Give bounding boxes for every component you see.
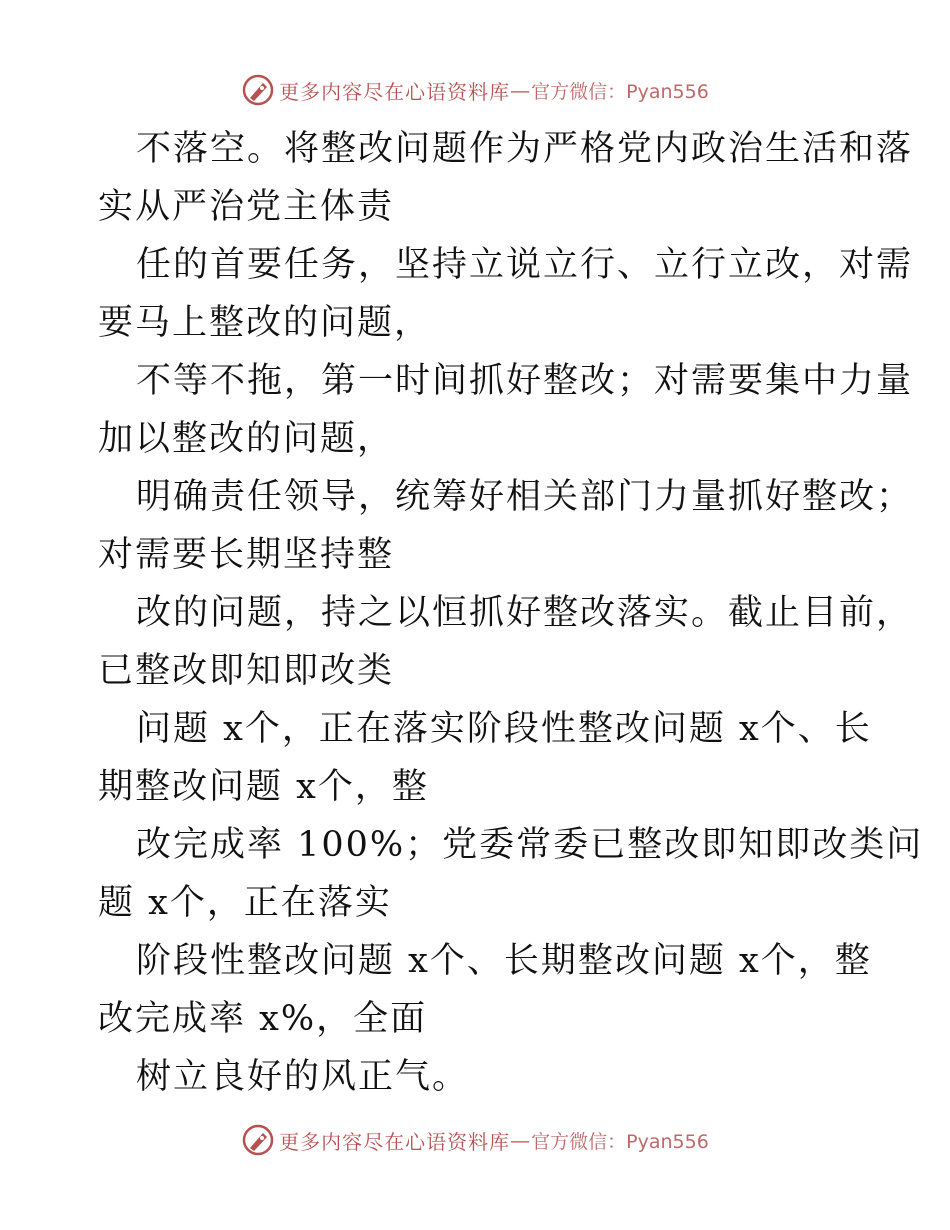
paragraph-line: 任的首要任务，坚持立说立行、立行立改，对需 [136, 245, 914, 285]
paragraph [98, 468, 914, 584]
banner-site-name: 更多内容尽在心语资料库 [279, 1129, 511, 1154]
paragraph-line: 实从严治党主体责 [98, 187, 395, 227]
header-banner [0, 70, 950, 110]
banner-wechat: 官方微信：Pyan556 [531, 80, 709, 103]
paragraph [98, 120, 914, 236]
paragraph-line: 对需要长期坚持整 [98, 535, 395, 575]
paragraph-line: 树立良好的风正气。 [136, 1057, 470, 1097]
paragraph [98, 236, 914, 352]
paragraph [98, 1048, 858, 1106]
pen-nib-logo-icon [241, 73, 275, 107]
paragraph-line: 期整改问题 x个，整 [98, 767, 429, 807]
paragraph [98, 352, 914, 468]
paragraph [98, 700, 872, 816]
pen-nib-logo-icon [241, 1123, 275, 1157]
paragraph-line: 不等不拖，第一时间抓好整改；对需要集中力量 [136, 361, 914, 401]
banner-dash: — [510, 78, 532, 102]
paragraph-line: 不落空。将整改问题作为严格党内政治生活和落 [136, 129, 914, 169]
banner-site-name: 更多内容尽在心语资料库 [279, 79, 511, 104]
paragraph [98, 932, 872, 1048]
paragraph-line: 已整改即知即改类 [98, 651, 395, 691]
footer-banner [0, 1120, 950, 1160]
paragraph-line: 问题 x个，正在落实阶段性整改问题 x个、长 [136, 709, 872, 749]
paragraph [98, 584, 914, 700]
paragraph-line: 明确责任领导，统筹好相关部门力量抓好整改； [136, 477, 914, 517]
paragraph-line: 阶段性整改问题 x个、长期整改问题 x个，整 [136, 941, 872, 981]
paragraph-line: 改的问题，持之以恒抓好整改落实。截止目前， [136, 593, 914, 633]
banner-wechat: 官方微信：Pyan556 [531, 1130, 709, 1153]
paragraph-line: 改完成率 x%，全面 [98, 999, 428, 1039]
banner-dash: — [510, 1128, 532, 1152]
document-body [98, 120, 924, 1106]
paragraph-line: 改完成率 100%；党委常委已整改即知即改类问 [136, 825, 924, 865]
paragraph-line: 加以整改的问题， [98, 419, 395, 459]
paragraph-line: 要马上整改的问题， [98, 303, 432, 343]
paragraph [98, 816, 924, 932]
paragraph-line: 题 x个，正在落实 [98, 883, 392, 923]
